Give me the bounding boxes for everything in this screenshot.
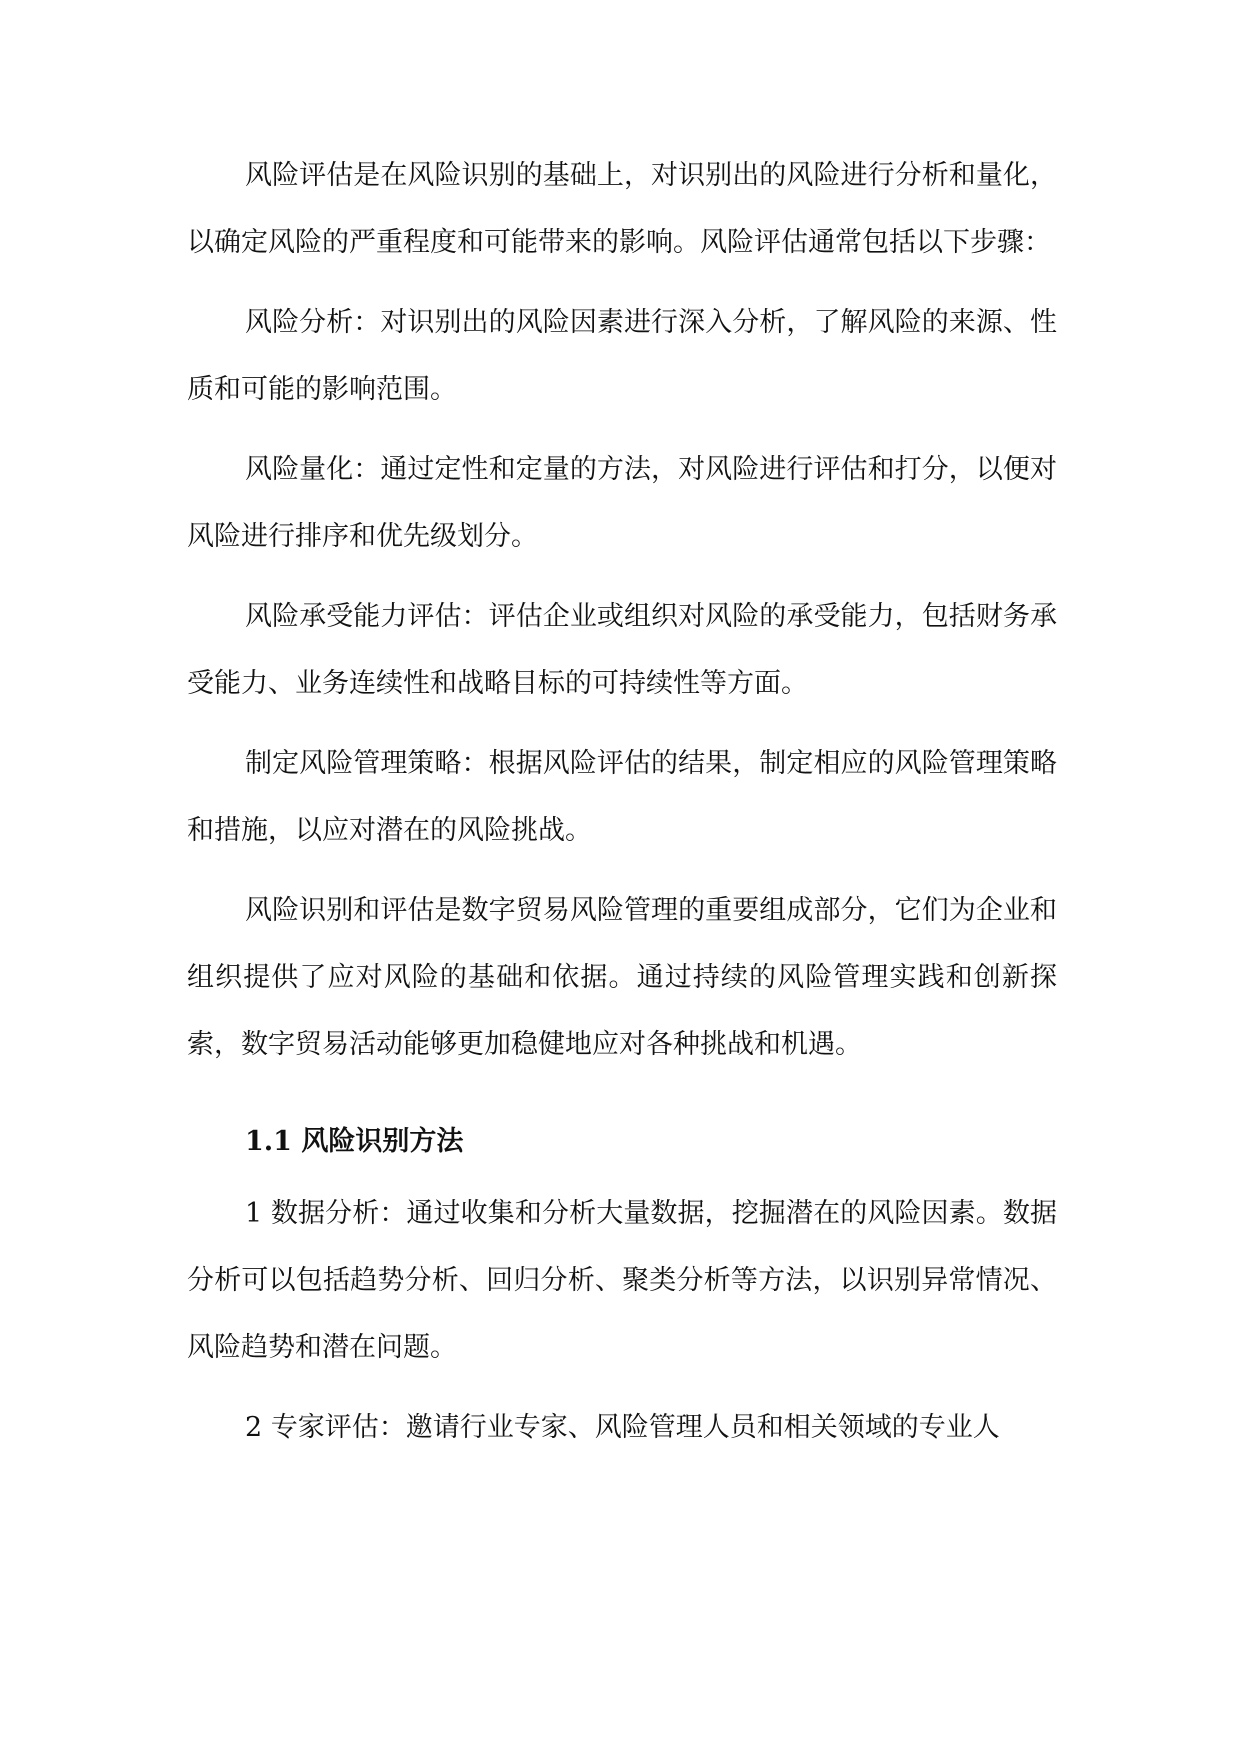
paragraph-risk-quantification: 风险量化：通过定性和定量的方法，对风险进行评估和打分，以便对风险进行排序和优先级划分。 xyxy=(187,454,1057,552)
section-heading: 1.1 风险识别方法 xyxy=(245,1126,464,1157)
paragraph-intro: 风险评估是在风险识别的基础上，对识别出的风险进行分析和量化，以确定风险的严重程度和可能带来的影响。风险评估通常包括以下步骤： xyxy=(187,160,1057,258)
document-body xyxy=(187,142,1057,1474)
paragraph-data-analysis: 1 数据分析：通过收集和分析大量数据，挖掘潜在的风险因素。数据分析可以包括趋势分析、回归分析、聚类分析等方法，以识别异常情况、风险趋势和潜在问题。 xyxy=(187,1198,1057,1363)
paragraph-summary: 风险识别和评估是数字贸易风险管理的重要组成部分，它们为企业和组织提供了应对风险的基础和依据。通过持续的风险管理实践和创新探索，数字贸易活动能够更加稳健地应对各种挑战和机遇。 xyxy=(187,895,1057,1060)
paragraph-risk-strategy: 制定风险管理策略：根据风险评估的结果，制定相应的风险管理策略和措施，以应对潜在的风险挑战。 xyxy=(187,748,1057,846)
paragraph-risk-tolerance: 风险承受能力评估：评估企业或组织对风险的承受能力，包括财务承受能力、业务连续性和战略目标的可持续性等方面。 xyxy=(187,601,1057,699)
paragraph-expert-evaluation: 2 专家评估：邀请行业专家、风险管理人员和相关领域的专业人 xyxy=(245,1412,1000,1443)
paragraph-risk-analysis: 风险分析：对识别出的风险因素进行深入分析，了解风险的来源、性质和可能的影响范围。 xyxy=(187,307,1057,405)
